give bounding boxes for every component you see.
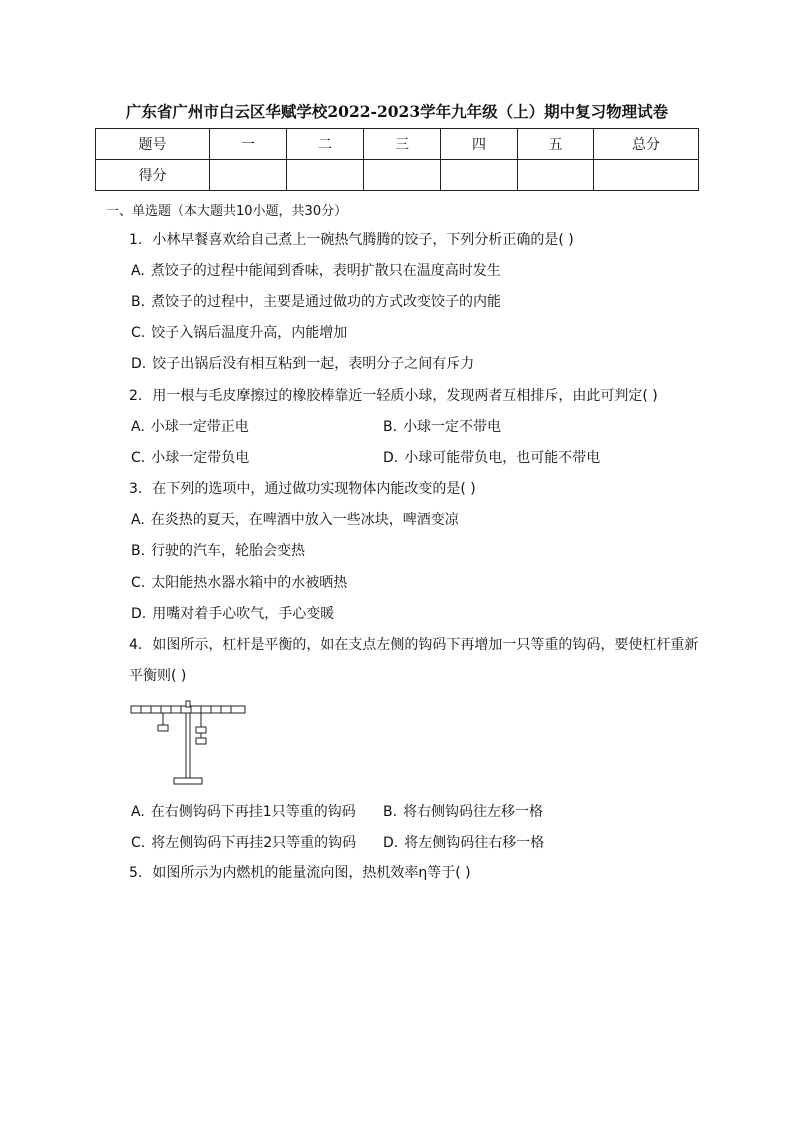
table-cell: 二 [287,129,364,160]
lever-diagram [128,700,248,788]
pivot [186,701,190,707]
table-cell: 一 [210,129,287,160]
question-number: 4. [129,637,143,653]
table-cell: 得分 [96,160,210,191]
option-text: 饺子出锅后没有相互粘到一起，表明分子之间有斥力 [152,356,475,372]
option-3a [131,511,459,529]
option-letter: A. [131,419,145,435]
option-3c [131,574,347,592]
option-text: 小球一定不带电 [403,419,502,435]
option-text: 将左侧钩码往右移一格 [404,835,545,851]
score-table-header-row [96,129,699,160]
option-1a [131,262,501,280]
stand-base [174,778,202,784]
option-4a [131,803,356,821]
table-cell: 三 [364,129,441,160]
question-number: 3. [129,481,143,497]
option-4c [131,834,356,852]
question-stem: 如图所示，杠杆是平衡的，如在支点左侧的钩码下再增加一只等重的钩码，要使杠杆重新 [152,637,699,653]
table-cell: 五 [518,129,594,160]
option-text: 煮饺子的过程中，主要是通过做功的方式改变饺子的内能 [151,294,502,310]
option-letter: A. [131,804,145,820]
option-text: 煮饺子的过程中能闻到香味，表明扩散只在温度高时发生 [150,263,501,279]
option-letter: C. [131,450,146,466]
option-letter: B. [383,419,398,435]
score-table [95,128,699,191]
option-2d [383,449,600,467]
question-5 [129,864,471,882]
option-1b [131,293,501,311]
section-heading: 一、单选题（本大题共10小题，共30分） [106,204,348,219]
question-4 [129,636,698,654]
option-2a [131,418,249,436]
right-weight [196,727,206,733]
option-letter: C. [131,575,146,591]
option-letter: D. [131,606,147,622]
option-text: 小球一定带正电 [150,419,249,435]
page-title: 广东省广州市白云区华赋学校2022-2023学年九年级（上）期中复习物理试卷 [125,102,669,121]
option-text: 将右侧钩码往左移一格 [403,804,544,820]
option-text: 小球可能带负电，也可能不带电 [404,450,601,466]
option-1d [131,355,474,373]
question-stem: 在下列的选项中，通过做功实现物体内能改变的是( ) [152,481,476,497]
question-1 [129,231,574,249]
option-2b [383,418,501,436]
question-2 [129,387,658,405]
score-input-cell [441,160,518,191]
option-text: 行驶的汽车，轮胎会变热 [151,543,306,559]
question-4-cont [129,667,186,685]
question-3 [129,480,476,498]
table-cell: 题号 [96,129,210,160]
option-text: 小球一定带负电 [151,450,250,466]
option-text: 将左侧钩码下再挂2只等重的钩码 [151,835,357,851]
score-table-score-row [96,160,699,191]
question-number: 1. [129,232,143,248]
table-cell: 总分 [594,129,699,160]
option-text: 在炎热的夏天，在啤酒中放入一些冰块，啤酒变凉 [150,512,459,528]
option-text: 饺子入锅后温度升高，内能增加 [151,325,348,341]
score-input-cell [287,160,364,191]
option-letter: C. [131,835,146,851]
option-4d [383,834,544,852]
option-letter: B. [131,294,146,310]
option-text: 太阳能热水器水箱中的水被晒热 [151,575,348,591]
option-letter: B. [383,804,398,820]
option-letter: D. [383,450,399,466]
option-3b [131,542,305,560]
left-weight [158,725,168,731]
option-letter: B. [131,543,146,559]
question-stem-continued: 平衡则( ) [129,668,187,684]
table-cell: 四 [441,129,518,160]
score-input-cell [518,160,594,191]
question-stem: 用一根与毛皮摩擦过的橡胶棒靠近一轻质小球，发现两者互相排斥，由此可判定( ) [152,388,658,404]
score-input-cell [364,160,441,191]
option-letter: C. [131,325,146,341]
option-text: 用嘴对着手心吹气，手心变暖 [152,606,335,622]
question-number: 5. [129,865,143,881]
option-letter: A. [131,263,145,279]
option-2c [131,449,249,467]
right-weight [196,738,206,744]
question-stem: 如图所示为内燃机的能量流向图，热机效率η等于( ) [152,865,471,881]
score-input-cell [594,160,699,191]
option-text: 在右侧钩码下再挂1只等重的钩码 [150,804,356,820]
option-3d [131,605,334,623]
option-letter: D. [131,356,147,372]
score-input-cell [210,160,287,191]
option-letter: D. [383,835,399,851]
option-1c [131,324,347,342]
option-letter: A. [131,512,145,528]
option-4b [383,803,543,821]
question-stem: 小林早餐喜欢给自己煮上一碗热气腾腾的饺子，下列分析正确的是( ) [152,232,574,248]
question-number: 2. [129,388,143,404]
